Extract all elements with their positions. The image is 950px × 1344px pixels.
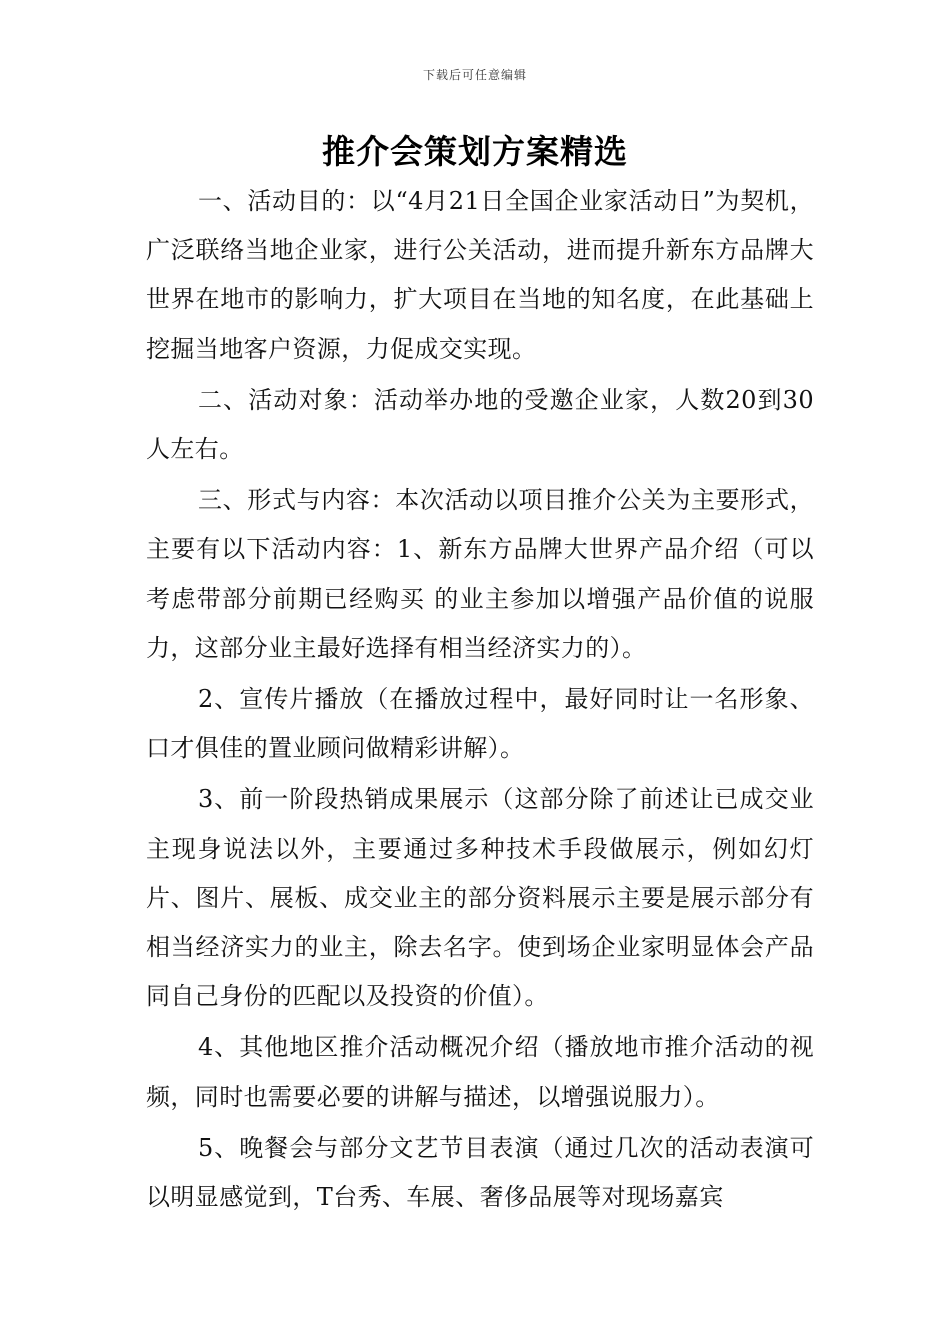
- paragraph-item-3: 3、前一阶段热销成果展示（这部分除了前述让已成交业主现身说法以外，主要通过多种技术手段做展示，例如幻灯片、图片、展板、成交业主的部分资料展示主要是展示部分有相当经济实力的业主，除去名字。使到场企业家明显体会产品同自己身份的匹配以及投资的价值）。: [146, 785, 814, 1011]
- paragraph-item-5: 5、晚餐会与部分文艺节目表演（通过几次的活动表演可以明显感觉到，T台秀、车展、奢侈品展等对现场嘉宾: [146, 1133, 814, 1212]
- paragraph-audience: 二、活动对象：活动举办地的受邀企业家，人数20到30人左右。: [146, 385, 814, 464]
- header-note: 下载后可任意编辑: [422, 68, 527, 82]
- document-title: 推介会策划方案精选: [322, 132, 628, 171]
- document-body: [146, 177, 814, 1222]
- paragraph-format: 三、形式与内容：本次活动以项目推介公关为主要形式，主要有以下活动内容：1、新东方品牌大世界产品介绍（可以考虑带部分前期已经购买 的业主参加以增强产品价值的说服力，这部分业主最好选择有相当经济实力的）。: [146, 486, 814, 662]
- paragraph-item-2: 2、宣传片播放（在播放过程中，最好同时让一名形象、口才俱佳的置业顾问做精彩讲解）。: [146, 685, 814, 763]
- paragraph-item-4: 4、其他地区推介活动概况介绍（播放地市推介活动的视频，同时也需要必要的讲解与描述，以增强说服力）。: [146, 1033, 814, 1111]
- paragraph-purpose: 一、活动目的：以“4月21日全国企业家活动日”为契机，广泛联络当地企业家，进行公关活动，进而提升新东方品牌大世界在地市的影响力，扩大项目在当地的知名度，在此基础上挖掘当地客户资源，力促成交实现。: [146, 187, 814, 363]
